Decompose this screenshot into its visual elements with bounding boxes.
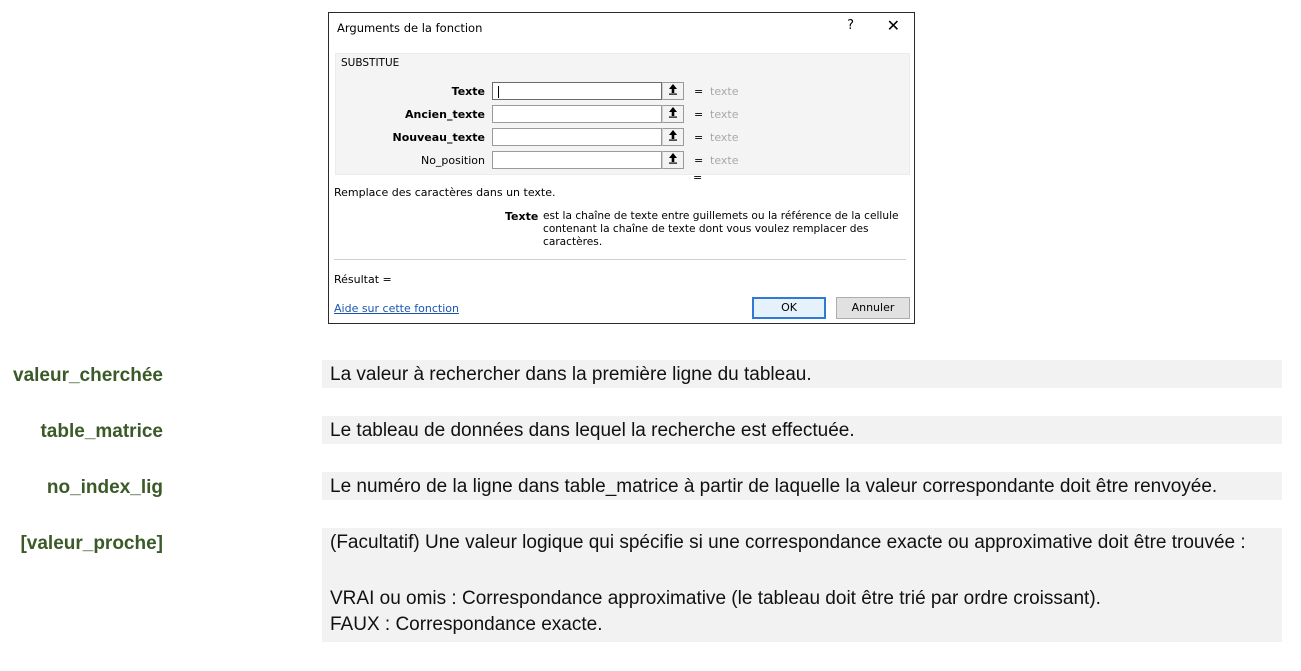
definition-line: VRAI ou omis : Correspondance approximative (le tableau doit être trié par ordre croissant). — [330, 588, 1101, 609]
type-hint: texte — [710, 154, 739, 167]
definition-term: [valeur_proche] — [20, 533, 163, 554]
definition-text-box — [322, 528, 1282, 642]
definition-line — [330, 556, 1282, 586]
argument-description-line: contenant la chaîne de texte dont vous voulez remplacer des caractères. — [543, 223, 869, 248]
close-icon[interactable]: ✕ — [886, 16, 900, 35]
definition-term: valeur_cherchée — [13, 365, 163, 386]
definition-line: (Facultatif) Une valeur logique qui spécifie si une correspondance exacte ou approximative doit être trouvée : — [330, 532, 1246, 553]
type-hint: texte — [710, 131, 739, 144]
nouveau-texte-input[interactable] — [492, 128, 662, 146]
definition-line: Le numéro de la ligne dans table_matrice à partir de laquelle la valeur correspondante doit être renvoyée. — [330, 476, 1218, 497]
formula-result-equals: = — [693, 171, 703, 184]
definition-line: FAUX : Correspondance exacte. — [330, 614, 603, 635]
definition-line: Le tableau de données dans lequel la recherche est effectuée. — [330, 420, 855, 441]
equals-sign: = — [694, 85, 704, 98]
dialog-title: Arguments de la fonction — [337, 21, 483, 35]
argument-label: Ancien_texte — [405, 108, 485, 121]
result-label: Résultat = — [334, 273, 392, 286]
texte-input[interactable] — [492, 82, 662, 100]
argument-label: No_position — [420, 154, 485, 167]
ok-button[interactable]: OK — [752, 297, 826, 319]
definition-text-box — [322, 360, 1282, 388]
help-icon[interactable]: ? — [847, 18, 854, 33]
definition-text-box — [322, 472, 1282, 500]
argument-row-no-position — [336, 151, 911, 171]
type-hint: texte — [710, 85, 739, 98]
function-description: Remplace des caractères dans un texte. — [334, 186, 556, 199]
upload-arrow-icon[interactable] — [662, 128, 684, 146]
function-arguments-group — [335, 53, 910, 175]
cancel-button[interactable]: Annuler — [836, 297, 910, 319]
function-arguments-dialog — [328, 12, 915, 324]
argument-row-ancien-texte — [336, 105, 911, 125]
argument-label: Texte — [451, 85, 485, 98]
argument-description-line: est la chaîne de texte entre guillemets ou la référence de la cellule — [543, 210, 899, 222]
ancien-texte-input[interactable] — [492, 105, 662, 123]
argument-label: Nouveau_texte — [392, 131, 485, 144]
title-bar — [329, 13, 914, 41]
definition-text-box — [322, 416, 1282, 444]
definition-line: La valeur à rechercher dans la première ligne du tableau. — [330, 364, 812, 385]
function-name: SUBSTITUE — [341, 57, 400, 69]
help-link[interactable]: Aide sur cette fonction — [334, 302, 459, 315]
equals-sign: = — [694, 108, 704, 121]
equals-sign: = — [694, 131, 704, 144]
upload-arrow-icon[interactable] — [662, 151, 684, 169]
no-position-input[interactable] — [492, 151, 662, 169]
argument-description-label: Texte — [505, 210, 539, 223]
divider — [334, 259, 906, 260]
argument-row-texte — [336, 82, 911, 102]
type-hint: texte — [710, 108, 739, 121]
equals-sign: = — [694, 154, 704, 167]
argument-row-nouveau-texte — [336, 128, 911, 148]
argument-description — [543, 210, 913, 249]
upload-arrow-icon[interactable] — [662, 82, 684, 100]
definition-term: no_index_lig — [46, 477, 163, 498]
definition-term: table_matrice — [40, 421, 163, 442]
upload-arrow-icon[interactable] — [662, 105, 684, 123]
text-caret — [498, 86, 499, 98]
